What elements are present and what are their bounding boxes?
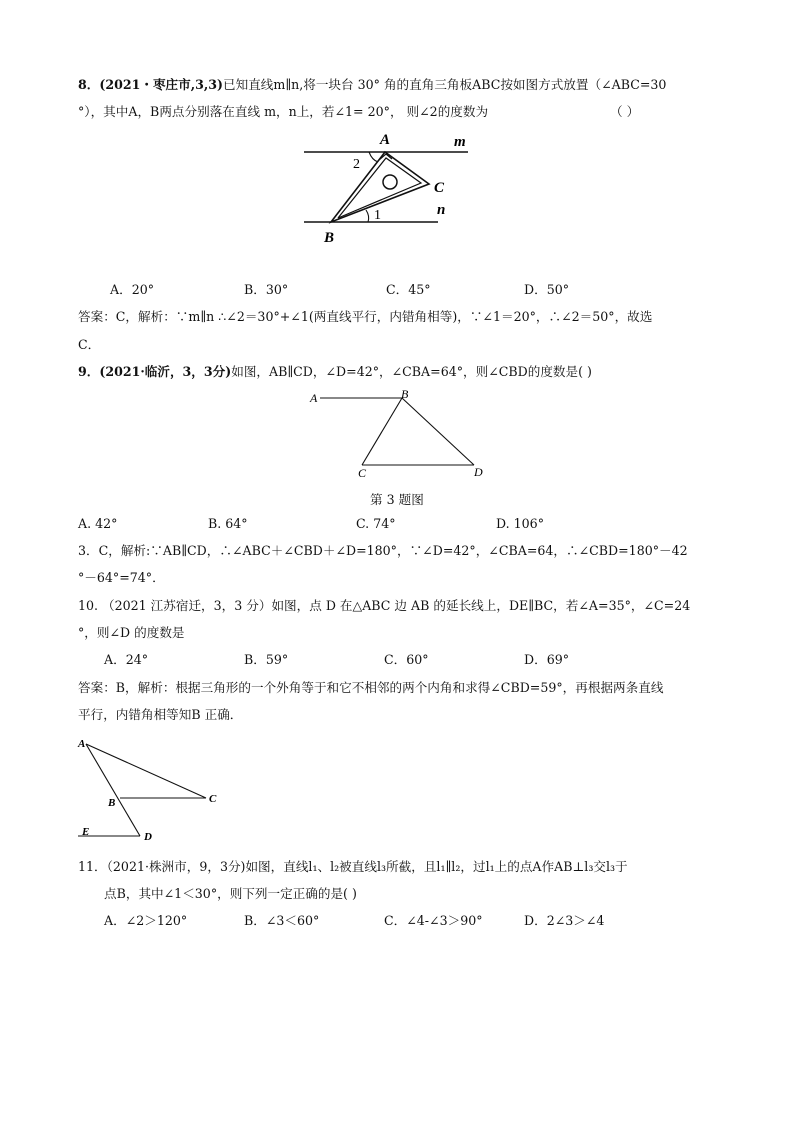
q8-head: 8．(2021・枣庄市,3,3) (78, 77, 223, 92)
q9-figure-caption: 第 3 题图 (370, 492, 424, 507)
angle-2-arc (369, 152, 378, 162)
q8-text1: 已知直线m∥n,将一块台 30° 角的直角三角板ABC按如图方式放置（∠ABC=30 (223, 77, 667, 92)
q11-option-b: B．∠3＜60° (244, 913, 320, 928)
label-m: m (454, 134, 466, 150)
q8-option-d: D．50° (524, 282, 570, 297)
q8-option-b: B．30° (244, 282, 289, 297)
q9-text1: 如图，AB∥CD，∠D=42°，∠CBA=64°，则∠CBD的度数是( ) (231, 364, 592, 379)
label-A: A (380, 132, 391, 148)
q11-option-c: C．∠4-∠3＞90° (384, 913, 483, 928)
label-C: C (358, 466, 367, 480)
q10-option-a: A．24° (104, 652, 149, 667)
label-n: n (437, 202, 446, 218)
q9-option-c: C. 74° (356, 516, 396, 531)
q8-stem-line2 (78, 103, 640, 121)
q11-stem-line2: 点B，其中∠1＜30°，则下列一定正确的是( ) (104, 886, 357, 901)
q9-answer-line1: 3．C，解析:∵AB∥CD，∴∠ABC＋∠CBD＋∠D=180°，∵∠D=42°，∠CBA=64，∴∠CBD=180°－42 (78, 543, 688, 558)
q9-option-d: D. 106° (496, 516, 544, 531)
q11-stem-line1: 11．（2021·株洲市，9，3分)如图，直线l₁、l₂被直线l₃所截，且l₁∥l₂，过l₁上的点A作AB⊥l₃交l₃于 (78, 859, 628, 874)
q11-option-d: D．2∠3＞∠4 (524, 913, 605, 928)
label-D: D (144, 831, 152, 843)
q10-option-b: B．59° (244, 652, 289, 667)
label-1: 1 (374, 208, 381, 223)
q10-answer-line2: 平行，内错角相等知B 正确． (78, 707, 243, 722)
q9-figure (306, 388, 496, 480)
q10-answer-line1: 答案：B，解析：根据三角形的一个外角等于和它不相邻的两个内角和求得∠CBD=59°，再根据两条直线 (78, 680, 664, 695)
q10-option-c: C．60° (384, 652, 429, 667)
q9-option-b: B. 64° (208, 516, 248, 531)
label-A: A (78, 738, 86, 750)
q8-option-a: A．20° (110, 282, 155, 297)
q11-option-a: A．∠2＞120° (104, 913, 188, 928)
label-B: B (401, 387, 409, 401)
q10-option-d: D．69° (524, 652, 570, 667)
label-A: A (310, 391, 318, 405)
q10-figure (74, 732, 234, 846)
q9-stem-line1 (78, 363, 592, 381)
label-C: C (209, 793, 217, 805)
angle-1-arc (366, 210, 369, 222)
q9-answer-line2: °－64°=74°． (78, 570, 165, 585)
label-E: E (82, 826, 90, 838)
triangle-hole (383, 175, 397, 189)
label-C: C (434, 180, 445, 196)
q10-stem-line2: °，则∠D 的度数是 (78, 625, 185, 640)
label-B: B (108, 797, 116, 809)
q8-option-c: C．45° (386, 282, 431, 297)
label-B: B (324, 230, 335, 246)
q8-stem-line1 (78, 76, 666, 94)
q9-head: 9．(2021·临沂，3，3分) (78, 364, 232, 379)
q8-answer-line1: 答案：C，解析：∵m∥n ∴∠2＝30°+∠1(两直线平行，内错角相等)，∵∠1＝20°，∴∠2＝50°，故选 (78, 309, 653, 324)
label-2: 2 (353, 157, 360, 172)
label-D: D (474, 465, 483, 479)
q10-stem-line1: 10. （2021 江苏宿迁，3，3 分）如图，点 D 在△ABC 边 AB 的延长线上，DE∥BC，若∠A=35°，∠C=24 (78, 598, 691, 613)
q8-answer-paren: （ ） (610, 104, 640, 119)
q8-text2: °），其中A，B两点分别落在直线 m，n上，若∠1= 20°， 则∠2的度数为 (78, 104, 489, 119)
q9-option-a: A. 42° (78, 516, 118, 531)
q8-answer-line2: C． (78, 337, 101, 352)
q8-figure (296, 124, 486, 248)
